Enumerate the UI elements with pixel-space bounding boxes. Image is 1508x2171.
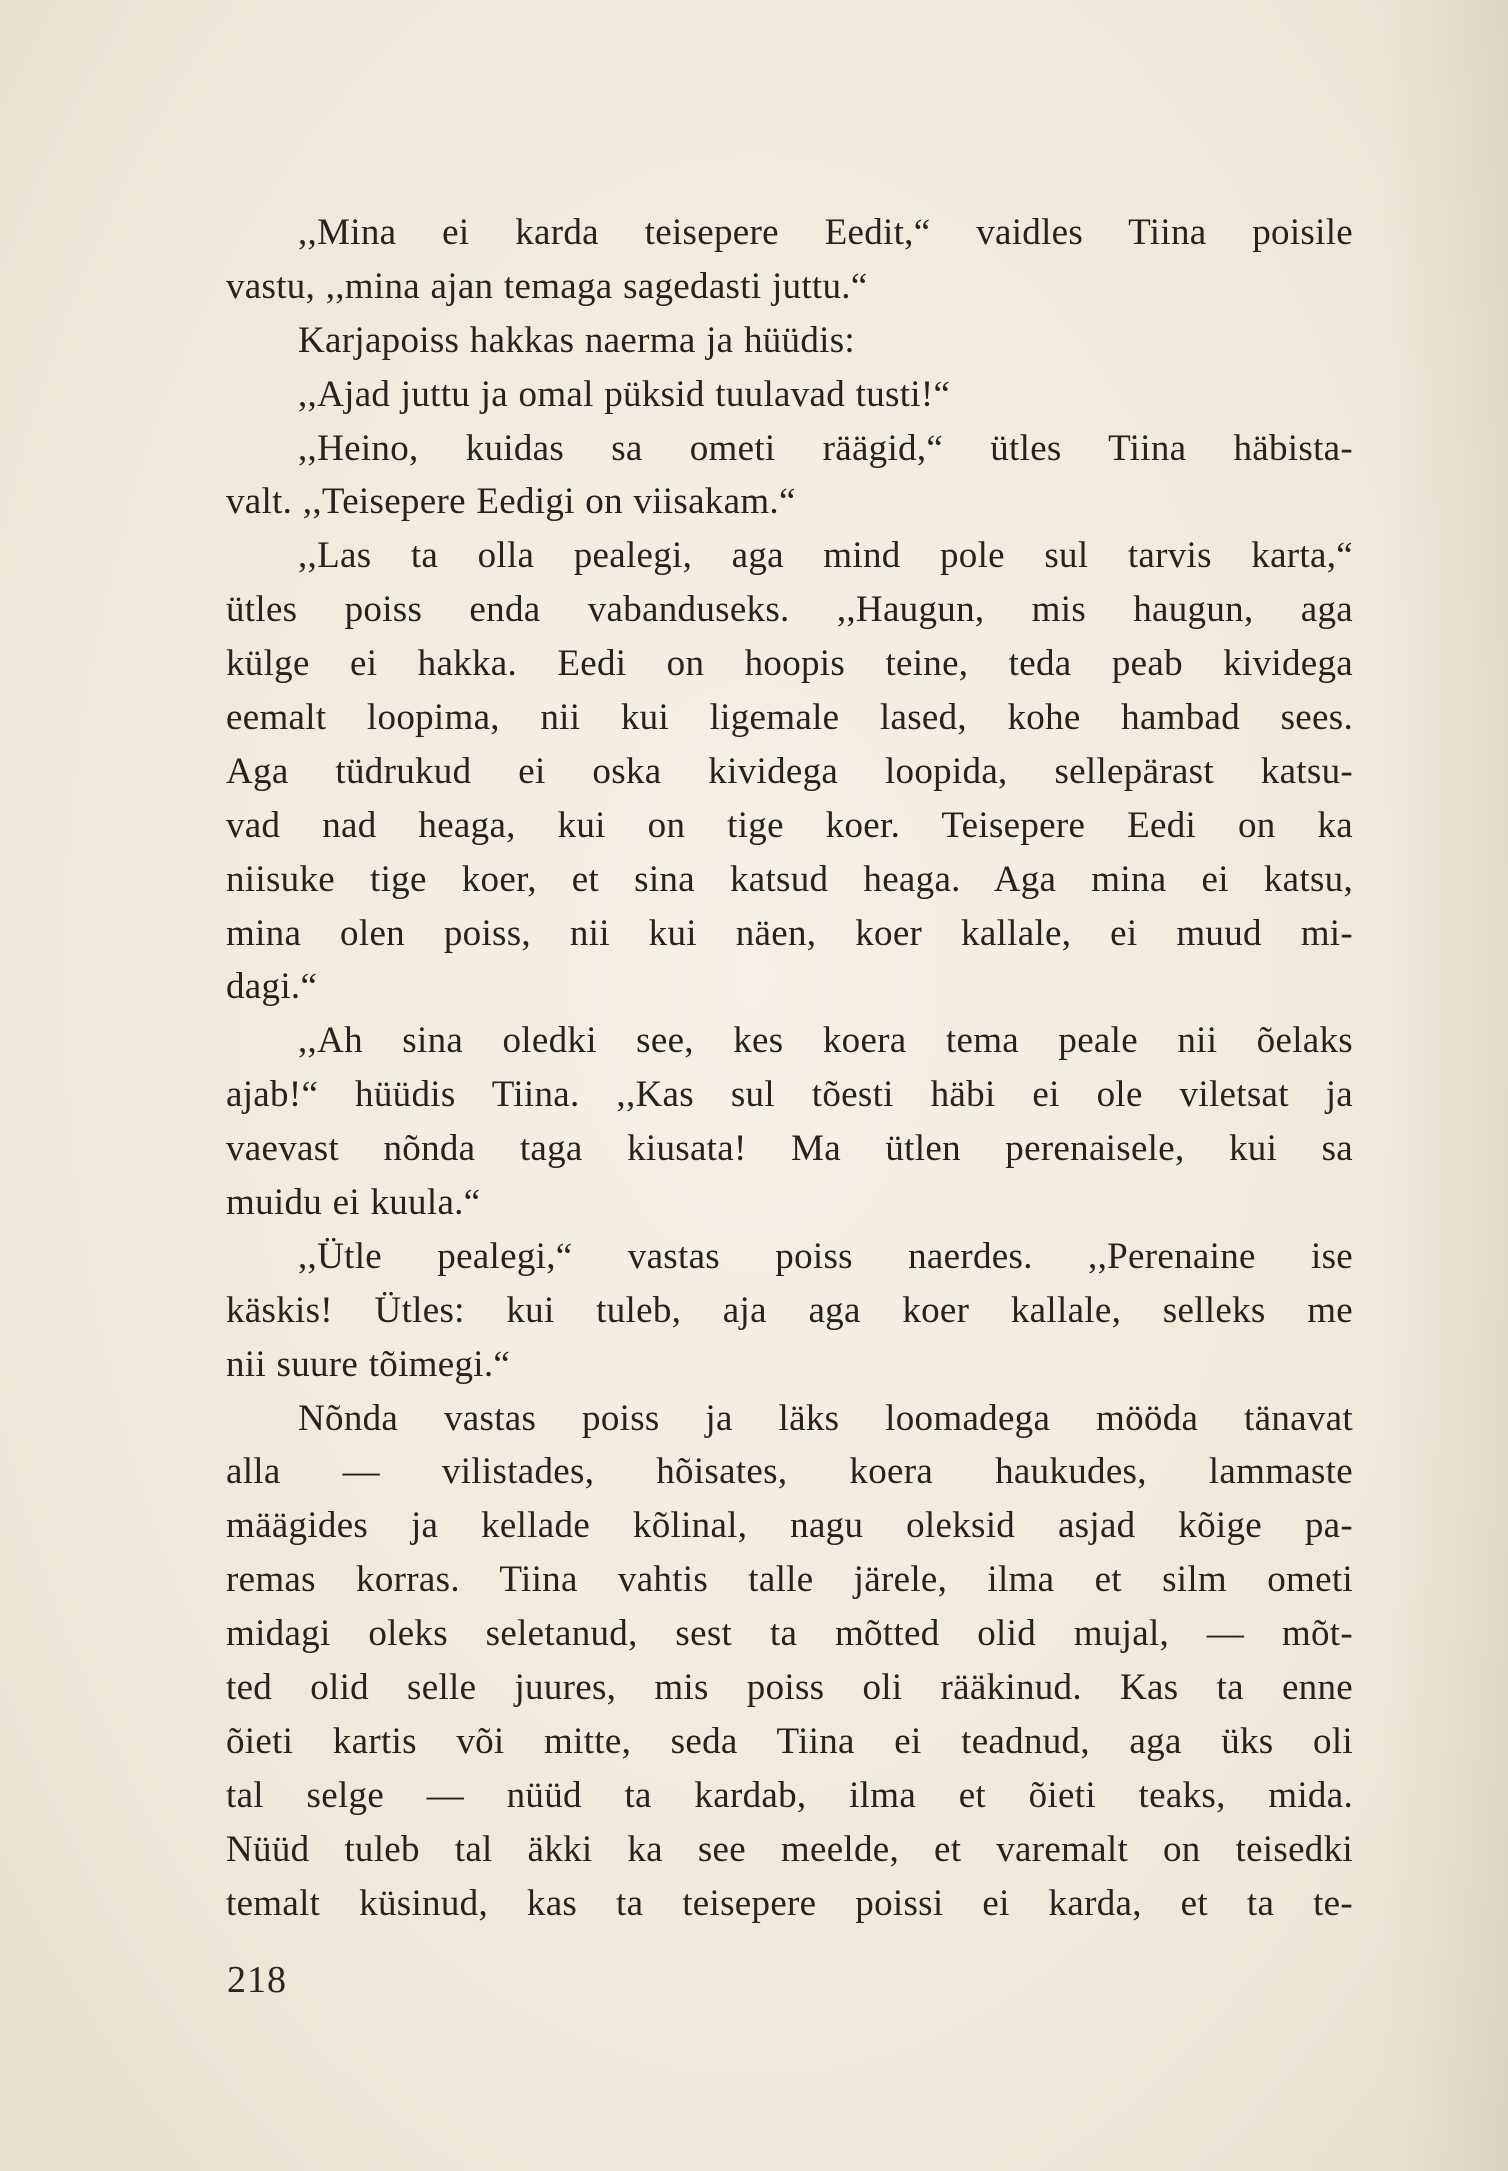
text-line: muidu ei kuula.“ — [226, 1182, 481, 1224]
text-line: valt. ,,Teisepere Eedigi on viisakam.“ — [226, 481, 796, 523]
text-line: ütles poiss enda vabanduseks. ,,Haugun, mis haugun, aga — [226, 589, 1353, 631]
text-line: ,,Ah sina oledki see, kes koera tema peale nii õelaks — [298, 1020, 1353, 1062]
text-line: niisuke tige koer, et sina katsud heaga. Aga mina ei katsu, — [226, 858, 1353, 900]
text-line: remas korras. Tiina vahtis talle järele, ilma et silm ometi — [226, 1559, 1353, 1601]
text-line: ted olid selle juures, mis poiss oli rääkinud. Kas ta enne — [226, 1667, 1353, 1709]
text-line: ,,Ajad juttu ja omal püksid tuulavad tusti!“ — [298, 373, 951, 415]
text-line: tal selge — nüüd ta kardab, ilma et õieti teaks, mida. — [226, 1774, 1353, 1816]
text-line: määgides ja kellade kõlinal, nagu oleksid asjad kõige pa- — [226, 1505, 1353, 1547]
text-line: käskis! Ütles: kui tuleb, aja aga koer kallale, selleks me — [226, 1289, 1353, 1331]
text-line: Nüüd tuleb tal äkki ka see meelde, et varemalt on teisedki — [226, 1828, 1353, 1870]
text-line: vaevast nõnda taga kiusata! Ma ütlen perenaisele, kui sa — [226, 1128, 1353, 1170]
text-line: Nõnda vastas poiss ja läks loomadega mööda tänavat — [298, 1397, 1353, 1439]
body-text — [226, 206, 1353, 1931]
text-line: Karjapoiss hakkas naerma ja hüüdis: — [298, 319, 856, 361]
text-line: alla — vilistades, hõisates, koera haukudes, lammaste — [226, 1451, 1353, 1493]
text-line: ,,Ütle pealegi,“ vastas poiss naerdes. ,,Perenaine ise — [298, 1235, 1353, 1277]
text-line: ,,Heino, kuidas sa ometi räägid,“ ütles Tiina häbista- — [298, 427, 1353, 469]
text-line: vastu, ,,mina ajan temaga sagedasti juttu.“ — [226, 265, 868, 307]
text-line: õieti kartis või mitte, seda Tiina ei teadnud, aga üks oli — [226, 1720, 1353, 1762]
text-line: midagi oleks seletanud, sest ta mõtted olid mujal, — mõt- — [226, 1613, 1353, 1655]
text-line: temalt küsinud, kas ta teisepere poissi ei karda, et ta te- — [226, 1882, 1353, 1924]
text-line: vad nad heaga, kui on tige koer. Teisepere Eedi on ka — [226, 804, 1353, 846]
text-line: ,,Las ta olla pealegi, aga mind pole sul tarvis karta,“ — [298, 535, 1353, 577]
text-line: nii suure tõimegi.“ — [226, 1343, 511, 1385]
text-line: ,,Mina ei karda teisepere Eedit,“ vaidles Tiina poisile — [298, 212, 1353, 253]
text-line: ajab!“ hüüdis Tiina. ,,Kas sul tõesti häbi ei ole viletsat ja — [226, 1074, 1353, 1116]
text-line: Aga tüdrukud ei oska kividega loopida, sellepärast katsu- — [226, 750, 1353, 792]
text-line: eemalt loopima, nii kui ligemale lased, kohe hambad sees. — [226, 697, 1353, 739]
text-line: külge ei hakka. Eedi on hoopis teine, teda peab kividega — [226, 643, 1353, 685]
page-number: 218 — [227, 1959, 287, 2001]
text-line: mina olen poiss, nii kui näen, koer kallale, ei muud mi- — [226, 912, 1353, 954]
text-line: dagi.“ — [226, 966, 318, 1008]
